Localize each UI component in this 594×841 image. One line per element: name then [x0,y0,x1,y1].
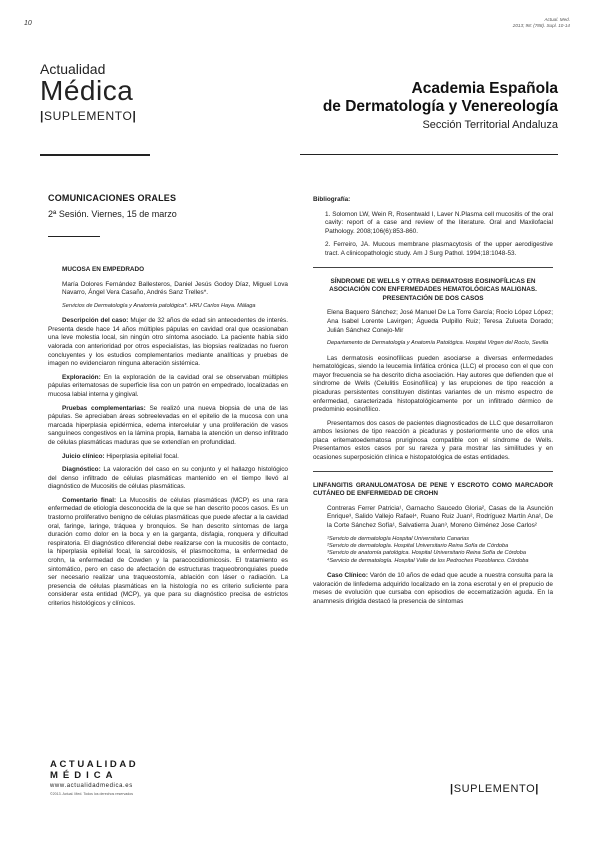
article-affiliation: ²Servicio de dermatología. Hospital Universitario Reina Sofía de Córdoba [327,543,509,550]
academy-title-1: Academia Española [411,80,558,97]
paragraph-exploration: Exploración: En la exploración de la cavidad oral se observaban múltiples pápulas eritematosas de superficie lisa con un patrón en empedrado, localizadas en mucosa labial interna y gingival. [48,373,288,398]
article-title: MUCOSA EN EMPEDRADO [62,266,145,273]
academy-heading [323,80,558,132]
paragraph-judgment: Juicio clínico: Hiperplasia epitelial focal. [62,452,179,460]
citation-line-1: Actual. Med. [544,17,570,22]
journal-citation [513,17,570,29]
article-authors: María Dolores Fernández Ballesteros, Daniel Jesús Godoy Díaz, Miguel Lova Navarro, Ángel Vera Casaño, Andrés Sanz Trelles*. [62,280,288,297]
page-number: 10 [24,20,32,27]
article-authors: Elena Baquero Sánchez; José Manuel De La Torre García; Rocío López López; Ana Isabel Lorente Lavirgen; Águeda Pulpillo Ruiz; Teresa Zulueta Dorado; Julián Sánchez Conejo-Mir [327,309,553,334]
article-separator [313,267,553,268]
article-title: SÍNDROME DE WELLS Y OTRAS DERMATOSIS EOSINOFÍLICAS EN ASOCIACIÓN CON ENFERMEDADES HEMATOLÓGICAS MALIGNAS. PRESENTACIÓN DE DOS CASOS [329,277,537,302]
citation-line-2: 2013; 98: (788). Supl. 10-14 [512,23,570,28]
academy-title-2: de Dermatología y Venereología [322,98,558,115]
footer-logo-line-1: ACTUALIDAD [50,759,139,770]
section-subtitle: 2ª Sesión. Viernes, 15 de marzo [48,209,177,219]
article-affiliation: Departamento de Dermatología y Anatomía Patológica. Hospital Virgen del Rocío, Sevilla [327,340,549,347]
academy-subtitle: Sección Territorial Andaluza [422,119,558,131]
paragraph-description: Descripción del caso: Mujer de 32 años de edad sin antecedentes de interés. Presenta desde hace 14 años múltiples pápulas en cavidad oral que ocasionaban una leve molestia local, sin ningún otro síntoma asociado. La paciente había sido valorada con anterioridad por otros especialistas, las biopsias realizadas no fueron concluyentes y los estudios complementarios mediante analíticas y pruebas de imagen no evidenciaron ninguna alteración sistémica. [48,317,289,368]
reference-item: 1. Solomon LW, Wein R, Rosentwald I, Laver N.Plasma cell mucositis of the oral cavity: report of a case and review of the literature. Oral and Maxilofacial Pathology. 2008;106(6):853-860. [325,210,553,235]
logo-line-1: Actualidad [40,61,106,77]
paragraph-comment: Comentario final: La Mucositis de células plasmáticas (MCP) es una rara enfermedad de etiología desconocida de la que se han descrito pocos casos. Es un trastorno proliferativo benigno de células plasmáticas que puede afectar a la cavidad oral, faringe, laringe, tráquea y bronquios. Se han descrito síntomas de larga duración como dolor en la boca y en la garganta, disfagia, ronquera y dificultad respiratoria. El diagnóstico diferencial debe realizarse con la mucositis de contacto, la hiperplasia epitelial focal, la sarcoidosis, el plasmocitoma, la enfermedad de crohn, la enfermedad de Cowden y la paracoccidiomicosis. El tratamiento es sintomático, pero en caso de afectación de estructuras traqueobronquiales puede ser necesario realizar una traqueostomía, ablación con láser o radiación. La presencia de células plasmáticas en la histología no es criterio suficiente para considerar esta entidad (MCP), ya que para su diagnóstico precisa de estrictos criterios histológicos y clínicos. [48,496,288,607]
article-title: LINFANGITIS GRANULOMATOSA DE PENE Y ESCROTO COMO MARCADOR CUTÁNEO DE ENFERMEDAD DE CROHN [313,481,553,498]
article-affiliation: ⁴Servicio de dermatología. Hospital Valle de los Pedroches Pozoblanco. Córdoba [327,557,529,564]
reference-list [313,211,553,259]
footer-logo-line-2: MÉDICA [50,770,118,781]
reference-item: 2. Ferreiro, JA. Mucous membrane plasmacytosis of the upper aerodigestive tract. A clinicopathologic study. Am J Surg Pathol. 1994;18:1048-53. [325,241,553,257]
article-paragraph: Presentamos dos casos de pacientes diagnosticados de LLC que desarrollaron ambos lesiones de tipo reacción a picaduras y posteriormente uno de ellos una placa eritematoedematosa pruriginosa compatible con el síndrome de Wells. Presentamos estos casos por su rareza y para mostrar las similitudes y en ocasiones superposición clínica e histopatológica de estas entidades. [313,419,553,462]
article-affiliation: Servicios de Dermatología y Anatomía patológica*. HRU Carlos Haya. Málaga [62,302,256,309]
article-paragraph: Las dermatosis eosinofílicas pueden asociarse a diversas enfermedades hematológicas, siendo la leucemia linfática crónica (LLC) el proceso con el que con mayor frecuencia se ha descrito dicha asociación. Hay autores que defienden que el síndrome de Wells (Celulitis Eosinofílica) y las erupciones de tipo reacción a picaduras persistentes constituyen distintas variantes de un mismo espectro de enfermedad, caracterizada histopatológicamente por un infiltrado dérmico de predominio eosinofílico. [313,354,553,414]
left-column [48,266,288,614]
footer-supplement: |SUPLEMENTO| [450,783,539,795]
article-authors: Contreras Ferrer Patricia¹, Garnacho Saucedo Gloria², Casas de la Asunción Enrique³, Salido Vallejo Rafael⁴, Ruano Ruiz Juan², Rodríguez Martín Ana¹, De la Corte Sánchez Sofía¹, Salvatierra Juan³, Moreno Giménez Jose Carlos² [327,504,553,530]
article-paragraph: Caso Clínico: Varón de 10 años de edad que acude a nuestra consulta para la valoración de linfedema adquirido localizado en la zona escrotal y en el prepucio de meses de evolución que cursaba con episodios de eccematización aguda. En la anamnesis dirigida destacó la presencia de síntomas [313,572,553,606]
paragraph-diagnosis: Diagnóstico: La valoración del caso en su conjunto y el hallazgo histológico del denso infiltrado de células plasmáticas mantenido en el tiempo llevó al diagnóstico de Mucositis de células plasmáticas. [48,466,288,491]
footer-url[interactable]: www.actualidadmedica.es [50,783,133,789]
article-affiliation: ¹Servicio de dermatología Hospital Universitario Canarias [327,535,470,542]
article-separator [313,471,553,472]
header-divider-left [40,154,150,156]
section-rule [48,236,100,237]
section-title: COMUNICACIONES ORALES [48,193,177,203]
article-affiliation: ³Servicio de anatomía patológica. Hospital Universitario Reina Sofía de Córdoba [327,550,526,557]
logo-supplement: |SUPLEMENTO| [40,109,137,123]
paragraph-tests: Pruebas complementarias: Se realizó una nueva biopsia de una de las pápulas. Se apreciaban áreas sobreelevadas en el epitelio de la mucosa con una marcada hiperplasia epidérmica, edema intercelular y una proliferación de vasos sanguíneos congestivos en la lámina propia, llamaba la atención un denso infiltrado de células plasmáticas maduras que se extendían en profundidad. [48,404,288,446]
footer-rights: ©2013. Actual. Med. Todos los derechos reservados [50,792,134,796]
footer-logo [50,759,138,796]
logo-line-2: Médica [40,75,134,106]
bibliography-title: Bibliografía: [313,196,351,203]
right-column [313,196,553,612]
journal-logo [40,62,136,123]
header-divider-right [300,154,558,155]
